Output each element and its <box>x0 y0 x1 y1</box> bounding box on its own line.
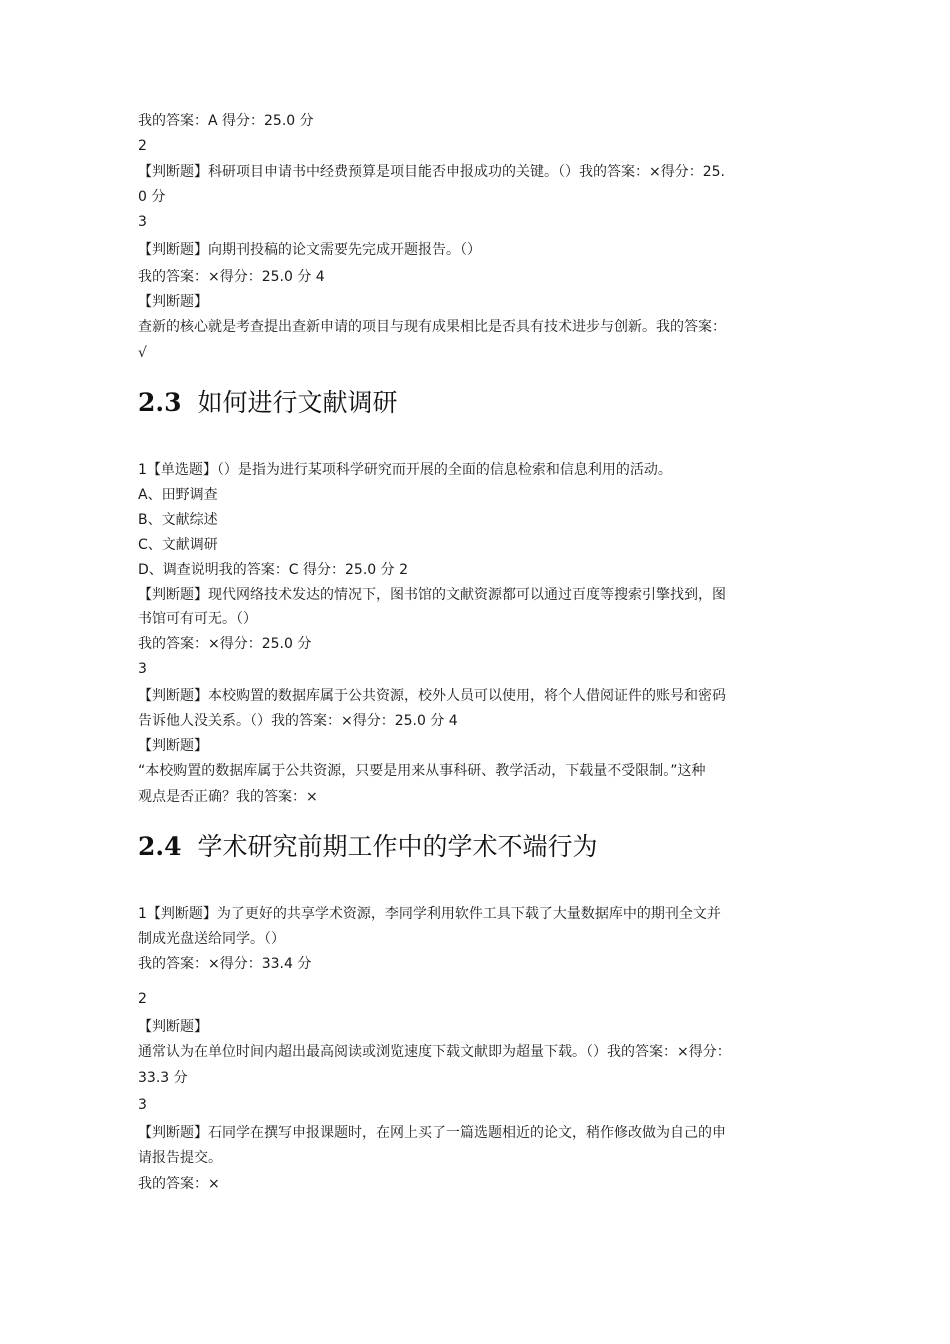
option-b: B、文献综述 <box>138 512 218 528</box>
question-text: “本校购置的数据库属于公共资源，只要是用来从事科研、教学活动，下载量不受限制。”这种 <box>138 763 706 779</box>
question-text: 1【单选题】（）是指为进行某项科学研究而开展的全面的信息检索和信息利用的活动。 <box>138 462 672 478</box>
question-text: 书馆可有可无。（） <box>138 611 257 627</box>
answer-line: 观点是否正确？我的答案：× <box>138 789 318 805</box>
question-text: 【判断题】本校购置的数据库属于公共资源，校外人员可以使用，将个人借阅证件的账号和密码 <box>138 688 726 704</box>
question-text: 【判断题】现代网络技术发达的情况下，图书馆的文献资源都可以通过百度等搜索引擎找到，图 <box>138 587 726 603</box>
question-number: 3 <box>138 1097 147 1113</box>
question-text: 通常认为在单位时间内超出最高阅读或浏览速度下载文献即为超量下载。（）我的答案：×得分： <box>138 1044 731 1060</box>
answer-line: 我的答案：×得分：25.0 分 <box>138 636 312 652</box>
question-text: 制成光盘送给同学。（） <box>138 931 285 947</box>
answer-line: 33.3 分 <box>138 1070 188 1086</box>
option-d: D、调查说明我的答案：C 得分：25.0 分 2 <box>138 562 408 578</box>
section-title: 如何进行文献调研 <box>197 388 398 417</box>
question-text: 【判断题】向期刊投稿的论文需要先完成开题报告。（） <box>138 242 481 258</box>
question-text: 1【判断题】为了更好的共享学术资源，李同学利用软件工具下载了大量数据库中的期刊全文并 <box>138 906 721 922</box>
section-heading <box>138 386 398 420</box>
option-c: C、文献调研 <box>138 537 218 553</box>
answer-line: √ <box>138 345 147 361</box>
question-number: 3 <box>138 661 147 677</box>
question-text: 查新的核心就是考查提出查新申请的项目与现有成果相比是否具有技术进步与创新。我的答案： <box>138 319 726 335</box>
question-type: 【判断题】 <box>138 294 208 310</box>
question-type: 【判断题】 <box>138 1019 208 1035</box>
answer-line: 我的答案：×得分：25.0 分 4 <box>138 269 325 285</box>
question-text: 请报告提交。 <box>138 1150 222 1166</box>
question-number: 2 <box>138 991 147 1007</box>
answer-line: 告诉他人没关系。（）我的答案：×得分：25.0 分 4 <box>138 713 458 729</box>
question-type: 【判断题】 <box>138 738 208 754</box>
answer-line: 0 分 <box>138 189 166 205</box>
answer-line: 我的答案：×得分：33.4 分 <box>138 956 312 972</box>
section-title: 学术研究前期工作中的学术不端行为 <box>197 832 598 861</box>
question-text: 【判断题】科研项目申请书中经费预算是项目能否申报成功的关键。（）我的答案：×得分：25. <box>138 164 725 180</box>
question-number: 2 <box>138 138 147 154</box>
section-number: 2.3 <box>138 388 182 417</box>
option-a: A、田野调查 <box>138 487 218 503</box>
question-number: 3 <box>138 214 147 230</box>
answer-line: 我的答案：A 得分：25.0 分 <box>138 113 314 129</box>
answer-line: 我的答案：× <box>138 1176 220 1192</box>
question-text: 【判断题】石同学在撰写申报课题时，在网上买了一篇选题相近的论文，稍作修改做为自己的申 <box>138 1125 726 1141</box>
section-heading <box>138 830 598 864</box>
section-number: 2.4 <box>138 832 182 861</box>
